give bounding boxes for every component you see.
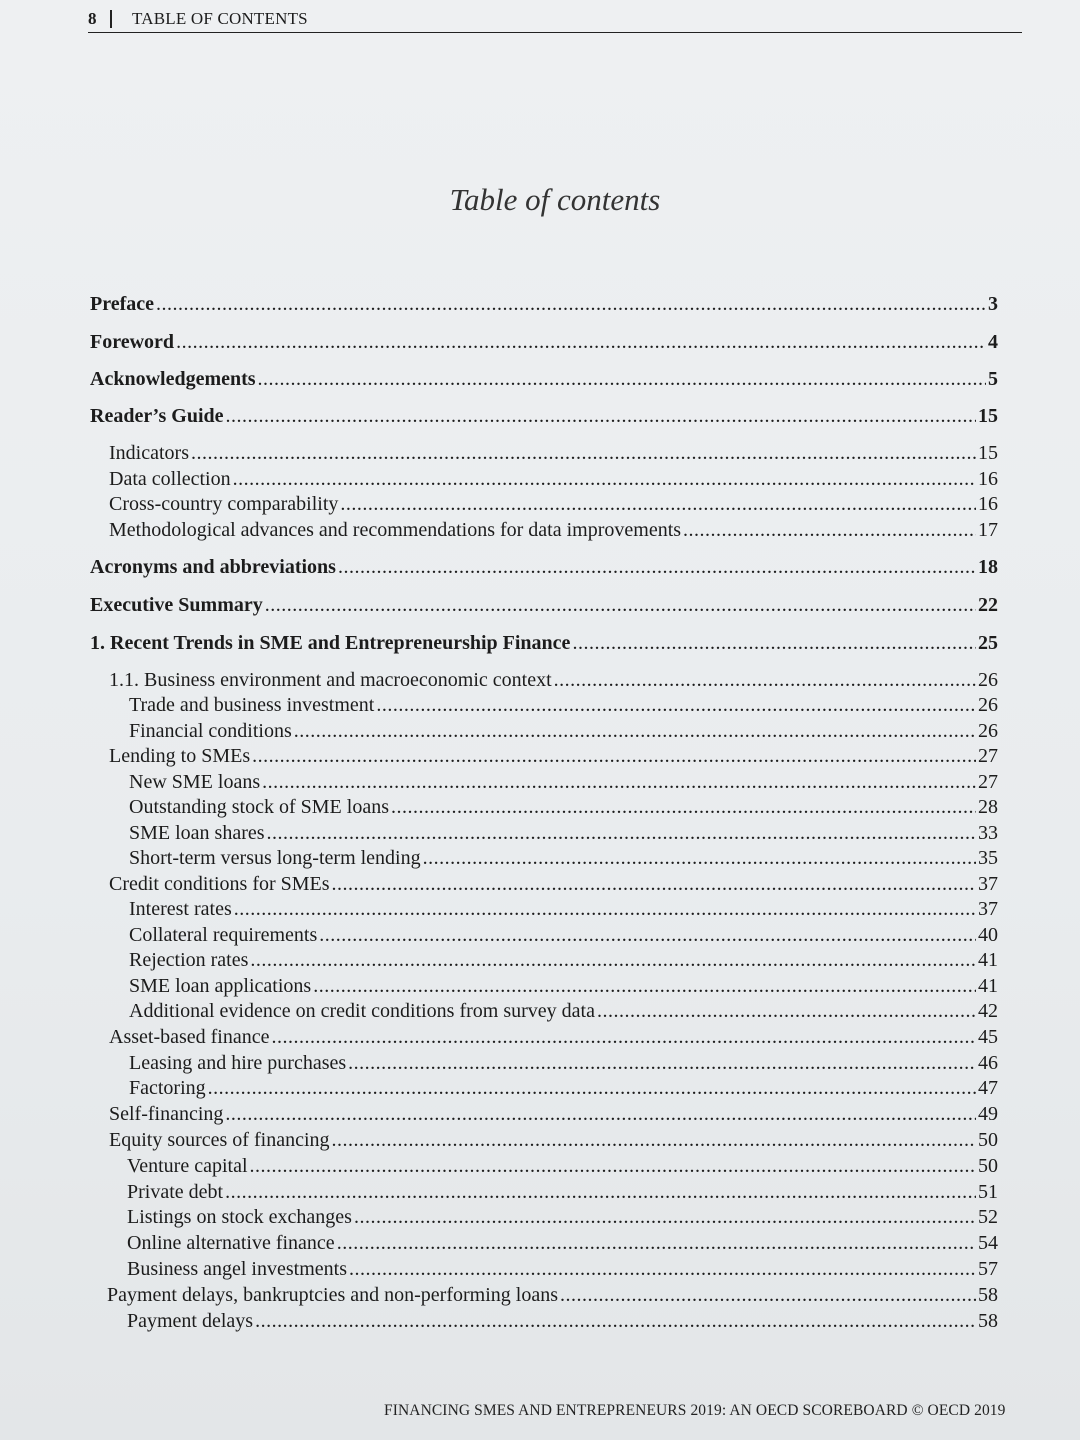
toc-dot-leader [683, 519, 976, 542]
toc-section-entry [109, 1129, 998, 1152]
toc-entry-title: New SME loans [129, 771, 261, 793]
toc-dot-leader [319, 924, 976, 947]
toc-entry-title: Methodological advances and recommendations for data improvements [109, 519, 682, 541]
toc-section-entry [109, 468, 998, 491]
toc-chapter-entry [90, 632, 998, 655]
toc-entry-title: SME loan applications [129, 975, 312, 997]
toc-entry-title: Trade and business investment [129, 694, 375, 716]
toc-subsection-entry [129, 949, 998, 972]
toc-entry-title: Lending to SMEs [109, 745, 251, 767]
toc-dot-leader [423, 847, 976, 870]
toc-subsection-entry [127, 1181, 998, 1204]
toc-entry-page: 3 [988, 293, 998, 315]
toc-entry-title: Payment delays [127, 1310, 254, 1332]
toc-entry-title: Credit conditions for SMEs [109, 873, 330, 895]
toc-entry-title: Self-financing [109, 1103, 224, 1125]
toc-entry-page: 41 [978, 975, 998, 997]
toc-chapter-entry [90, 594, 998, 617]
toc-subsection-entry [129, 720, 998, 743]
toc-dot-leader [233, 468, 976, 491]
toc-dot-leader [332, 1129, 977, 1152]
toc-entry-page: 17 [978, 519, 998, 541]
toc-entry-page: 27 [978, 771, 998, 793]
header-section-title: TABLE OF CONTENTS [132, 9, 308, 28]
toc-entry-title: Payment delays, bankruptcies and non-performing loans [107, 1284, 558, 1306]
toc-entry-page: 42 [978, 1000, 998, 1022]
toc-entry-page: 54 [978, 1232, 998, 1254]
toc-entry-page: 37 [978, 873, 998, 895]
toc-entry-page: 5 [988, 368, 998, 390]
toc-dot-leader [250, 949, 976, 972]
toc-entry-title: Leasing and hire purchases [129, 1052, 347, 1074]
toc-subsection-entry [129, 1000, 998, 1023]
toc-dot-leader [337, 1232, 976, 1255]
toc-entry-title: Equity sources of financing [109, 1129, 330, 1151]
toc-chapter-entry [90, 331, 998, 354]
toc-chapter-entry [90, 368, 998, 391]
toc-dot-leader [313, 975, 976, 998]
toc-entry-page: 28 [978, 796, 998, 818]
toc-entry-title: 1.1. Business environment and macroeconomic context [109, 669, 552, 691]
toc-subsection-entry [129, 771, 998, 794]
toc-entry-title: Asset-based finance [109, 1026, 270, 1048]
toc-dot-leader [294, 720, 976, 743]
toc-entry-title: Cross-country comparability [109, 493, 339, 515]
toc-entry-title: Factoring [129, 1077, 206, 1099]
toc-entry-page: 26 [978, 669, 998, 691]
toc-section-entry [109, 442, 998, 465]
toc-dot-leader [250, 1155, 977, 1178]
toc-dot-leader [258, 368, 986, 391]
toc-subsection-entry [127, 1155, 998, 1178]
toc-entry-page: 50 [978, 1129, 998, 1151]
toc-subsection-entry [127, 1310, 998, 1333]
toc-dot-leader [226, 405, 977, 428]
toc-dot-leader [340, 493, 976, 516]
toc-entry-page: 26 [978, 720, 998, 742]
toc-dot-leader [208, 1077, 976, 1100]
toc-dot-leader [272, 1026, 977, 1049]
toc-section-entry [109, 873, 998, 896]
toc-entry-title: Executive Summary [90, 594, 263, 616]
toc-entry-page: 15 [978, 442, 998, 464]
toc-entry-title: Listings on stock exchanges [127, 1206, 352, 1228]
toc-subsection-entry [129, 975, 998, 998]
toc-entry-page: 51 [978, 1181, 998, 1203]
toc-entry-page: 26 [978, 694, 998, 716]
toc-dot-leader [265, 594, 976, 617]
toc-dot-leader [338, 556, 976, 579]
toc-entry-page: 15 [978, 405, 998, 427]
toc-entry-page: 22 [978, 594, 998, 616]
toc-subsection-entry [127, 1258, 998, 1281]
toc-entry-page: 50 [978, 1155, 998, 1177]
toc-entry-title: Collateral requirements [129, 924, 318, 946]
toc-entry-title: Interest rates [129, 898, 232, 920]
toc-entry-title: Private debt [127, 1181, 224, 1203]
toc-dot-leader [252, 745, 976, 768]
toc-entry-title: Online alternative finance [127, 1232, 335, 1254]
toc-dot-leader [225, 1103, 976, 1126]
toc-entry-page: 57 [978, 1258, 998, 1280]
toc-entry-page: 58 [978, 1284, 998, 1306]
toc-dot-leader [572, 632, 976, 655]
toc-dot-leader [597, 1000, 976, 1023]
toc-dot-leader [560, 1284, 976, 1307]
toc-dot-leader [267, 822, 976, 845]
toc-subsection-entry [129, 1052, 998, 1075]
toc-entry-title: Reader’s Guide [90, 405, 224, 427]
toc-section-entry [109, 669, 998, 692]
toc-section-entry [109, 493, 998, 516]
toc-entry-page: 46 [978, 1052, 998, 1074]
toc-dot-leader [376, 694, 976, 717]
toc-entry-page: 58 [978, 1310, 998, 1332]
toc-dot-leader [255, 1310, 976, 1333]
toc-subsection-entry [129, 822, 998, 845]
toc-subsection-entry [127, 1206, 998, 1229]
toc-entry-title: Acronyms and abbreviations [90, 556, 336, 578]
toc-entry-title: Outstanding stock of SME loans [129, 796, 389, 818]
toc-entry-page: 27 [978, 745, 998, 767]
toc-section-entry [109, 1103, 998, 1126]
toc-subsection-entry [129, 1077, 998, 1100]
toc-subsection-entry [129, 694, 998, 717]
toc-chapter-entry [90, 405, 998, 428]
toc-entry-page: 45 [978, 1026, 998, 1048]
toc-entry-title: Preface [90, 293, 155, 315]
toc-entry-title: Indicators [109, 442, 189, 464]
header-page-number: 8 [88, 9, 97, 28]
toc-dot-leader [234, 898, 976, 921]
toc-entry-page: 49 [978, 1103, 998, 1125]
toc-entry-title: Business angel investments [127, 1258, 347, 1280]
toc-entry-page: 35 [978, 847, 998, 869]
toc-section-entry [109, 519, 998, 542]
toc-entry-title: 1. Recent Trends in SME and Entrepreneurship Finance [90, 632, 571, 654]
toc-dot-leader [391, 796, 976, 819]
toc-dot-leader [191, 442, 976, 465]
toc-entry-title: Acknowledgements [90, 368, 256, 390]
toc-dot-leader [262, 771, 976, 794]
toc-entry-page: 47 [978, 1077, 998, 1099]
toc-entry-title: Short-term versus long-term lending [129, 847, 421, 869]
header-divider [110, 10, 112, 28]
toc-entry-page: 4 [988, 331, 998, 353]
toc-entry-title: Venture capital [127, 1155, 248, 1177]
toc-entry-page: 18 [978, 556, 998, 578]
toc-entry-page: 16 [978, 493, 998, 515]
toc-entry-page: 16 [978, 468, 998, 490]
toc-subsection-entry [129, 847, 998, 870]
toc-entry-title: Financial conditions [129, 720, 292, 742]
toc-entry-page: 40 [978, 924, 998, 946]
toc-section-entry [109, 745, 998, 768]
running-footer: FINANCING SMES AND ENTREPRENEURS 2019: AN OECD SCOREBOARD © OECD 2019 [384, 1402, 1006, 1419]
toc-dot-leader [176, 331, 986, 354]
page-title: Table of contents [449, 182, 661, 217]
toc-section-entry [107, 1284, 998, 1307]
toc-entry-page: 33 [978, 822, 998, 844]
toc-section-entry [109, 1026, 998, 1049]
toc-entry-title: Data collection [109, 468, 231, 490]
toc-subsection-entry [129, 898, 998, 921]
toc-dot-leader [349, 1258, 976, 1281]
toc-chapter-entry [90, 293, 998, 316]
toc-subsection-entry [127, 1232, 998, 1255]
toc-entry-page: 41 [978, 949, 998, 971]
toc-entry-page: 37 [978, 898, 998, 920]
toc-entry-title: Rejection rates [129, 949, 249, 971]
toc-entry-page: 25 [978, 632, 998, 654]
toc-subsection-entry [129, 796, 998, 819]
toc-dot-leader [225, 1181, 976, 1204]
toc-entry-title: SME loan shares [129, 822, 265, 844]
toc-dot-leader [554, 669, 976, 692]
toc-subsection-entry [129, 924, 998, 947]
toc-chapter-entry [90, 556, 998, 579]
toc-dot-leader [156, 293, 986, 316]
toc-dot-leader [348, 1052, 976, 1075]
toc-dot-leader [332, 873, 976, 896]
toc-entry-page: 52 [978, 1206, 998, 1228]
toc-entry-title: Additional evidence on credit conditions from survey data [129, 1000, 595, 1022]
toc-dot-leader [354, 1206, 976, 1229]
running-header [88, 6, 1022, 33]
toc-entry-title: Foreword [90, 331, 175, 353]
